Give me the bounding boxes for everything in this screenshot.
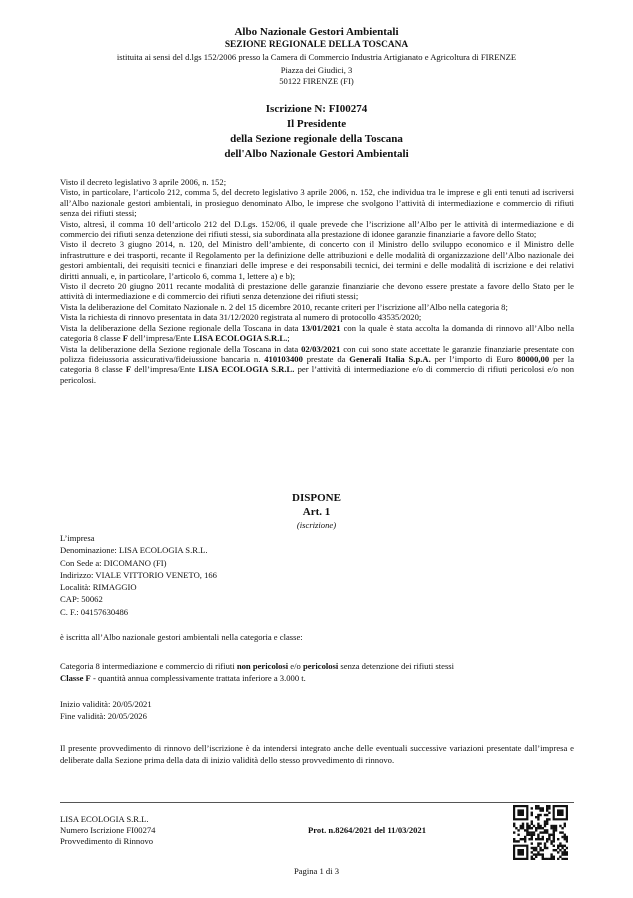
consideration-item: Visto, altresì, il comma 10 dell’articolo 212 del D.Lgs. 152/06, il quale prevede che l’iscrizione all’Albo per le attività di intermediazione e di commercio dei rifiuti senza detenzione dei rifiuti stessi, sia subordinata alla prestazione di idonee garanzie finanziarie a favore dello Stato; [60,218,574,240]
validity-end: Fine validità: 20/05/2026 [60,711,147,721]
validity-block [60,698,574,722]
company-name: Denominazione: LISA ECOLOGIA S.R.L. [60,545,208,556]
consideration-item: Vista la deliberazione del Comitato Nazionale n. 2 del 15 dicembre 2010, recante criteri per l’iscrizione all’Albo nella categoria 8; [60,301,508,312]
page-number: Pagina 1 di 3 [293,866,340,876]
registered-text: è iscritta all’Albo nazionale gestori ambientali nella categoria e classe: [60,632,303,642]
registration-number: Iscrizione N: FI00274 [265,103,368,115]
title-albo: dell'Albo Nazionale Gestori Ambientali [224,148,409,160]
consideration-item: Vista la richiesta di rinnovo presentata in data 31/12/2020 registrata al numero di protocollo 43535/2020; [60,312,422,323]
header-section: SEZIONE REGIONALE DELLA TOSCANA [224,40,409,50]
qr-code-icon [513,805,568,860]
validity-start: Inizio validità: 20/05/2021 [60,699,152,709]
title-president: Il Presidente [286,118,347,130]
consideration-item: Visto il decreto 3 giugno 2014, n. 120, del Ministro dell’ambiente, di concerto con il Ministro dello sviluppo economico e il Ministro delle infrastrutture e dei trasporti, recante il Regolamento per la definizione delle attribuzioni e delle modalità di organizzazione dell’Albo nazionale dei gestori ambientali, dei requisiti tecnici e finanziari delle imprese e dei responsabili tecnici, dei termini e delle modalità di iscrizione e dei relativi diritti annuali, e, in particolare, l’articolo 6, comma 1, lettere a) e b); [60,239,574,281]
footer-doc-type: Provvedimento di Rinnovo [60,836,154,846]
company-address: Indirizzo: VIALE VITTORIO VENETO, 166 [60,569,217,580]
footer-company: LISA ECOLOGIA S.R.L. [60,814,149,824]
category-block [60,660,574,684]
company-cf: C. F.: 04157630486 [60,606,129,617]
header-street: Piazza dei Giudici, 3 [280,65,353,75]
company-locality: Località: RIMAGGIO [60,582,137,593]
header-instituted: istituita ai sensi del d.lgs 152/2006 presso la Camera di Commercio Industria Artigianato e Agricoltura di FIRENZE [116,52,517,62]
footer-registration: Numero Iscrizione FI00274 [60,825,156,835]
deliberation-guarantee: Vista la deliberazione della Sezione regionale della Toscana in data 02/03/2021 con cui sono state accettate le garanzie finanziarie presentate con polizza fideiussoria assicurativa/fideiussione bancaria n. 410103400 prestate da Generali Italia S.p.A. per l’importo di Euro 80000,00 per la categoria 8 classe F dell’impresa/Ente LISA ECOLOGIA S.R.L. per l’attività di intermediazione e/o di commercio di rifiuti pericolosi e/o non pericolosi. [60,343,575,385]
deliberation-renewal: Vista la deliberazione della Sezione regionale della Toscana in data 13/01/2021 con la quale è stata accolta la domanda di rinnovo all’Albo nella categoria 8 classe F dell’impresa/Ente LISA ECOLOGIA S.R.L.; [60,322,575,344]
consideration-item: Visto, in particolare, l’articolo 212, comma 5, del decreto legislativo 3 aprile 2006, n. 152, che individua tra le imprese e gli enti tenuti ad iscriversi all’Albo nazionale gestori ambientali, in prosieguo denominato Albo, le imprese che svolgono l’attività di intermediazione e commercio di rifiuti senza dei rifiuti stessi; [60,187,574,219]
company-seat: Con Sede a: DICOMANO (FI) [60,557,167,568]
consideration-item: Visto il decreto 20 giugno 2011 recante modalità di prestazione delle garanzie finanziarie che devono essere prestate a favore dello Stato per le attività di intermediazione e di commercio dei rifiuti senza detenzione dei rifiuti stessi; [60,281,574,302]
article-subtitle: (iscrizione) [296,520,337,530]
category-line: Categoria 8 intermediazione e commercio di rifiuti non pericolosi e/o pericolosi senza detenzione dei rifiuti stessi [60,661,455,671]
footer-left [60,814,155,847]
footer-rule [60,802,574,803]
header-city: 50122 FIRENZE (FI) [279,76,354,86]
considerations [60,177,574,385]
company-intro: L’impresa [60,533,95,543]
header-title: Albo Nazionale Gestori Ambientali [234,26,399,38]
footer-protocol: Prot. n.8264/2021 del 11/03/2021 [308,825,427,835]
company-details [60,532,574,618]
title-section: della Sezione regionale della Toscana [230,133,403,145]
closing-paragraph: Il presente provvedimento di rinnovo dell’iscrizione è da intendersi integrato anche delle eventuali successive variazioni presentate dall’impresa e deliberate dalla Sezione prima della data di inizio validità dello stesso provvedimento di rinnovo. [60,743,574,765]
consideration-item: Visto il decreto legislativo 3 aprile 2006, n. 152; [60,177,227,187]
class-line: Classe F - quantità annua complessivamente trattata inferiore a 3.000 t. [60,673,306,683]
dispone-heading: DISPONE [292,492,341,504]
company-cap: CAP: 50062 [60,594,103,605]
article-heading: Art. 1 [302,506,331,518]
